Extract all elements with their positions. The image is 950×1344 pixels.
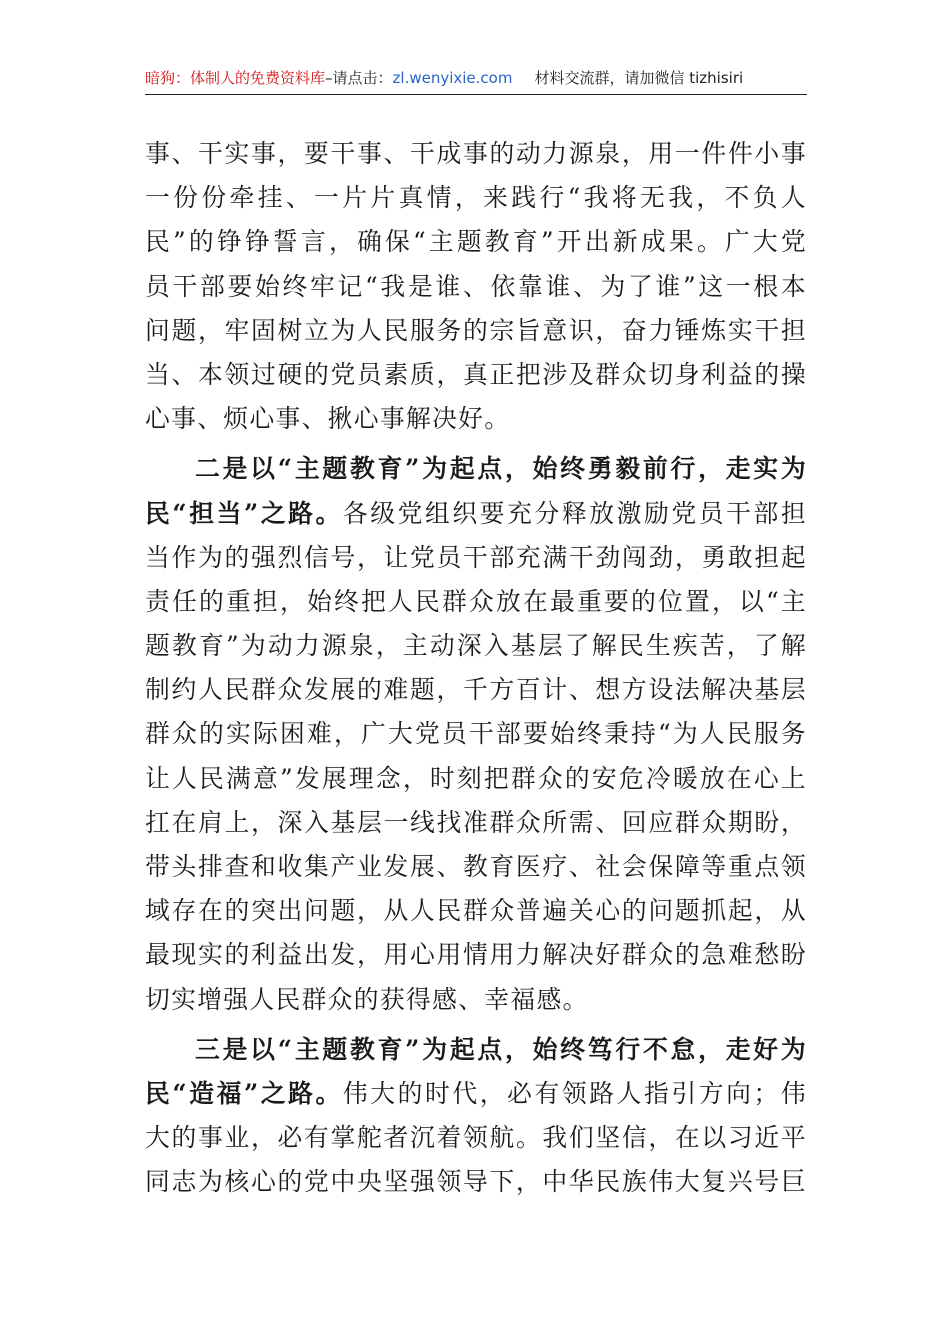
header-url-link[interactable]: zl.wenyixie.com (392, 69, 513, 87)
section-heading-line: 二是以“主题教育”为起点，始终勇毅前行，走实为 (195, 454, 807, 484)
text-line: 一份份牵挂、一片片真情，来践行“我将无我，不负人 (145, 183, 807, 213)
text-line: 事、干实事，要干事、干成事的动力源泉，用一件件小事 (145, 139, 807, 168)
header-site-name: 暗狗：体制人的免费资料库 (145, 69, 326, 87)
text-line: 切实增强人民群众的获得感、幸福感。 (145, 984, 589, 1014)
text-line: 心事、烦心事、揪心事解决好。 (145, 404, 511, 434)
text-line: 让人民满意”发展理念，时刻把群众的安危冷暖放在心上 (145, 763, 807, 793)
text-line: 当、本领过硬的党员素质，真正把涉及群众切身利益的操 (145, 359, 807, 389)
text-line: 最现实的利益出发，用心用情用力解决好群众的急难愁盼 (145, 940, 807, 970)
text-line: 大的事业，必有掌舵者沉着领航。我们坚信，在以习近平 (145, 1123, 807, 1153)
section-heading-tail: 民“造福”之路。 (145, 1078, 343, 1108)
text-line: 当作为的强烈信号，让党员干部充满干劲闯劲，勇敢担起 (145, 542, 807, 572)
text-line: 民”的铮铮誓言，确保“主题教育”开出新成果。广大党 (145, 227, 807, 257)
text-line: 群众的实际困难，广大党员干部要始终秉持“为人民服务 (145, 719, 807, 749)
text-line: 民“担当”之路。各级党组织要充分释放激励党员干部担 (145, 498, 807, 528)
header-click-prefix: –请点击： (325, 69, 393, 87)
text-line: 民“造福”之路。伟大的时代，必有领路人指引方向；伟 (145, 1078, 807, 1108)
section-heading-line: 三是以“主题教育”为起点，始终笃行不怠，走好为 (195, 1034, 807, 1064)
paragraph-2 (145, 447, 807, 1021)
paragraph-1 (145, 132, 807, 441)
section-heading-tail: 民“担当”之路。 (145, 498, 343, 528)
text-line: 责任的重担，始终把人民群众放在最重要的位置，以“主 (145, 586, 807, 616)
text-line: 问题，牢固树立为人民服务的宗旨意识，奋力锤炼实干担 (145, 315, 807, 345)
text-line: 员干部要始终牢记“我是谁、依靠谁、为了谁”这一根本 (145, 271, 807, 301)
text-line: 同志为核心的党中央坚强领导下，中华民族伟大复兴号巨 (145, 1167, 807, 1197)
header-contact-info: 材料交流群，请加微信 tizhisiri (534, 69, 744, 87)
text-line: 域存在的突出问题，从人民群众普遍关心的问题抓起，从 (145, 896, 807, 926)
text-line: 带头排查和收集产业发展、教育医疗、社会保障等重点领 (145, 852, 807, 881)
text-line: 扛在肩上，深入基层一线找准群众所需、回应群众期盼， (145, 807, 807, 837)
text-line: 题教育”为动力源泉，主动深入基层了解民生疾苦，了解 (145, 631, 807, 661)
paragraph-3 (145, 1028, 807, 1205)
text-line: 制约人民群众发展的难题，千方百计、想方设法解决基层 (145, 675, 807, 705)
document-body (145, 132, 807, 1205)
page-header (145, 62, 807, 95)
